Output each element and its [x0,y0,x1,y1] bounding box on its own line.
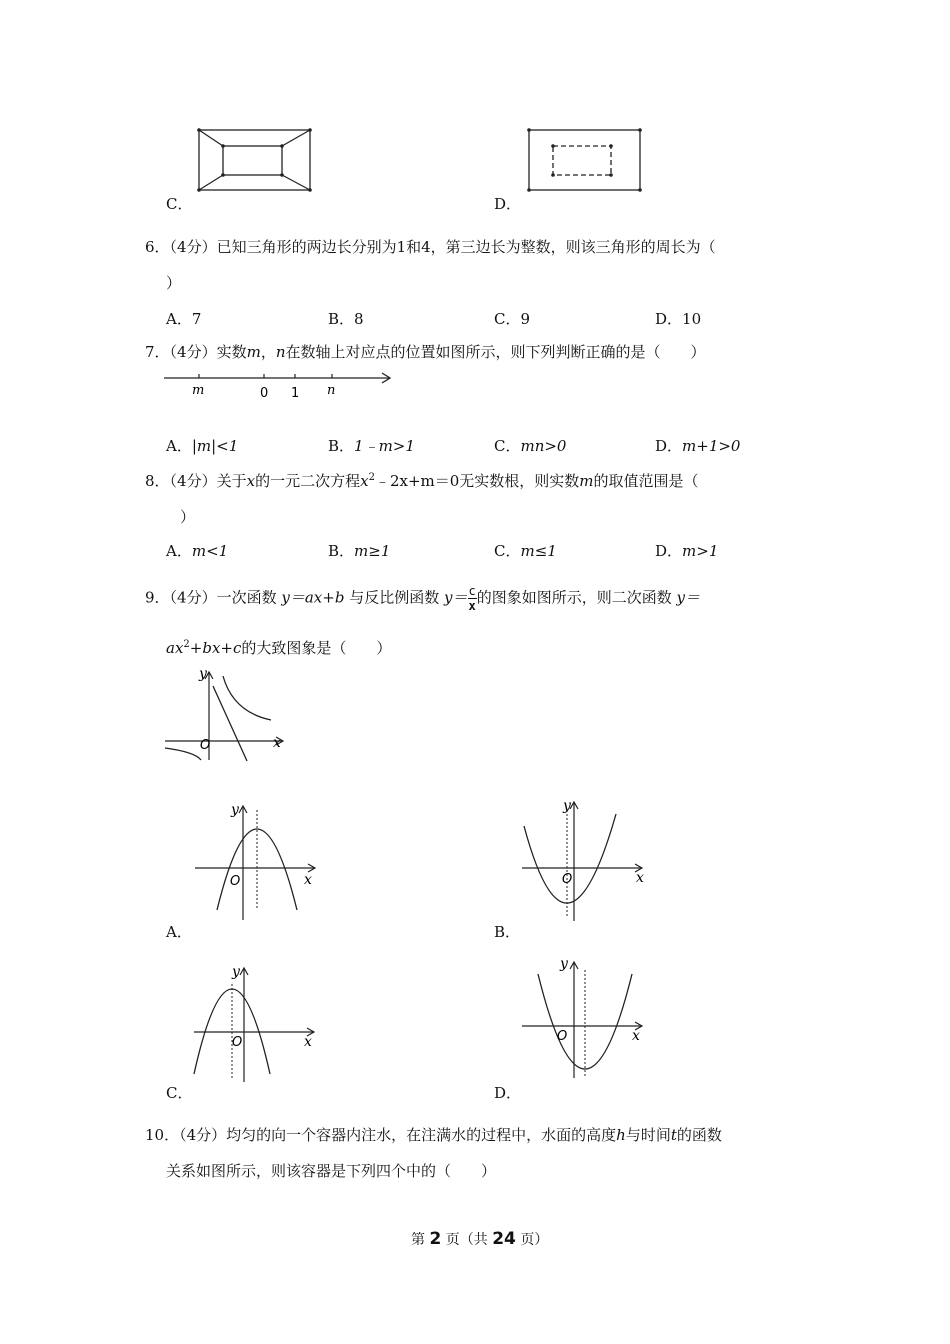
svg-text:y: y [199,666,207,682]
q10-stem-line2: 关系如图所示，则该容器是下列四个中的（ ） [166,1162,497,1180]
svg-text:O: O [557,1029,568,1044]
svg-text:x: x [273,735,281,751]
q9-points: （4分） [169,588,217,607]
q7-option-c[interactable]: C．mn>0 [494,437,567,455]
svg-text:x: x [304,872,312,888]
q9-option-a-label[interactable]: A． [166,923,192,941]
q7-number: 7． [145,343,170,361]
svg-text:x: x [632,1028,640,1044]
q7-label-zero: 0 [260,386,269,401]
q8-stem-cont: ） [180,508,196,526]
q9-option-c-label[interactable]: C． [166,1084,193,1102]
q7-option-d[interactable]: D．m+1>0 [655,437,741,455]
q6-option-c[interactable]: C．9 [494,310,531,328]
q8-option-c[interactable]: C．m≤1 [494,542,557,560]
q5-figure-c [195,126,315,194]
total-pages: 24 [492,1229,516,1249]
q9-option-c-graph[interactable] [192,962,322,1087]
q10-number: 10． [145,1126,180,1144]
q8-option-b[interactable]: B．m≥1 [328,542,391,560]
q5-option-d-label: D． [494,195,522,213]
q7-label-m: m [192,383,205,398]
q7-option-b[interactable]: B．1﹣m>1 [328,437,415,455]
svg-text:O: O [200,738,211,753]
q9-given-graph [163,664,288,764]
q8-option-d[interactable]: D．m>1 [655,542,719,560]
page-footer: 第 2 页（共 24 页） [411,1229,549,1249]
q6-option-a[interactable]: A．7 [166,310,202,328]
q6-number: 6． [145,238,170,256]
q6-points: （4分） [169,238,217,256]
q9-number: 9． [145,588,170,607]
svg-text:y: y [232,964,240,980]
q7-option-a[interactable]: A．|m|<1 [166,437,239,455]
q9-option-d-label[interactable]: D． [494,1084,522,1102]
svg-text:x: x [636,870,644,886]
page-number: 2 [429,1229,442,1249]
q7-label-n: n [327,383,336,398]
q9-option-d-graph[interactable] [520,956,650,1081]
svg-text:O: O [562,872,573,887]
q7-points: （4分） [169,343,217,361]
q6-option-b[interactable]: B．8 [328,310,364,328]
q9-option-b-graph[interactable] [520,796,650,921]
q9-fraction-c-over-x: $\frac{c}{x}$ [468,584,476,613]
q6-option-d[interactable]: D．10 [655,310,702,328]
q9-option-a-graph[interactable] [193,798,323,923]
svg-text:y: y [563,798,571,814]
q9-option-b-label[interactable]: B． [494,923,521,941]
svg-text:y: y [231,802,239,818]
svg-text:O: O [230,874,241,889]
q8-option-a[interactable]: A．m<1 [166,542,229,560]
q8-stem: 8．（4分）关于x的一元二次方程$x^2﹣2x+m=0$无实数根，则实数m的取值范围是（ [145,472,699,490]
svg-text:O: O [232,1035,243,1050]
q8-points: （4分） [169,472,217,490]
q7-stem: 7．（4分）实数m，n在数轴上对应点的位置如图所示，则下列判断正确的是（ ） [145,343,706,361]
q9-stem: 9．（4分）一次函数 y＝ax+b 与反比例函数 y＝ $\frac{c}{x}$ 的图象如图所示，则二次函数 y＝ [145,584,701,613]
q7-number-line [162,366,397,406]
q5-figure-d [525,126,645,194]
q6-text: 已知三角形的两边长分别为1和4，第三边长为整数，则该三角形的周长为（ [216,238,716,256]
svg-text:x: x [304,1034,312,1050]
q7-label-one: 1 [291,386,300,401]
q6-stem-cont: ） [166,274,182,292]
svg-text:y: y [560,956,568,972]
q8-number: 8． [145,472,170,490]
q9-stem-line2: $ax^2+bx+c$的大致图象是（ ） [166,639,392,657]
q6-stem [145,236,716,257]
q10-points: （4分） [179,1126,227,1144]
q10-stem: 10．（4分）均匀的向一个容器内注水，在注满水的过程中，水面的高度h与时间t的函数 [145,1126,722,1144]
q5-option-c-label: C． [166,195,193,213]
